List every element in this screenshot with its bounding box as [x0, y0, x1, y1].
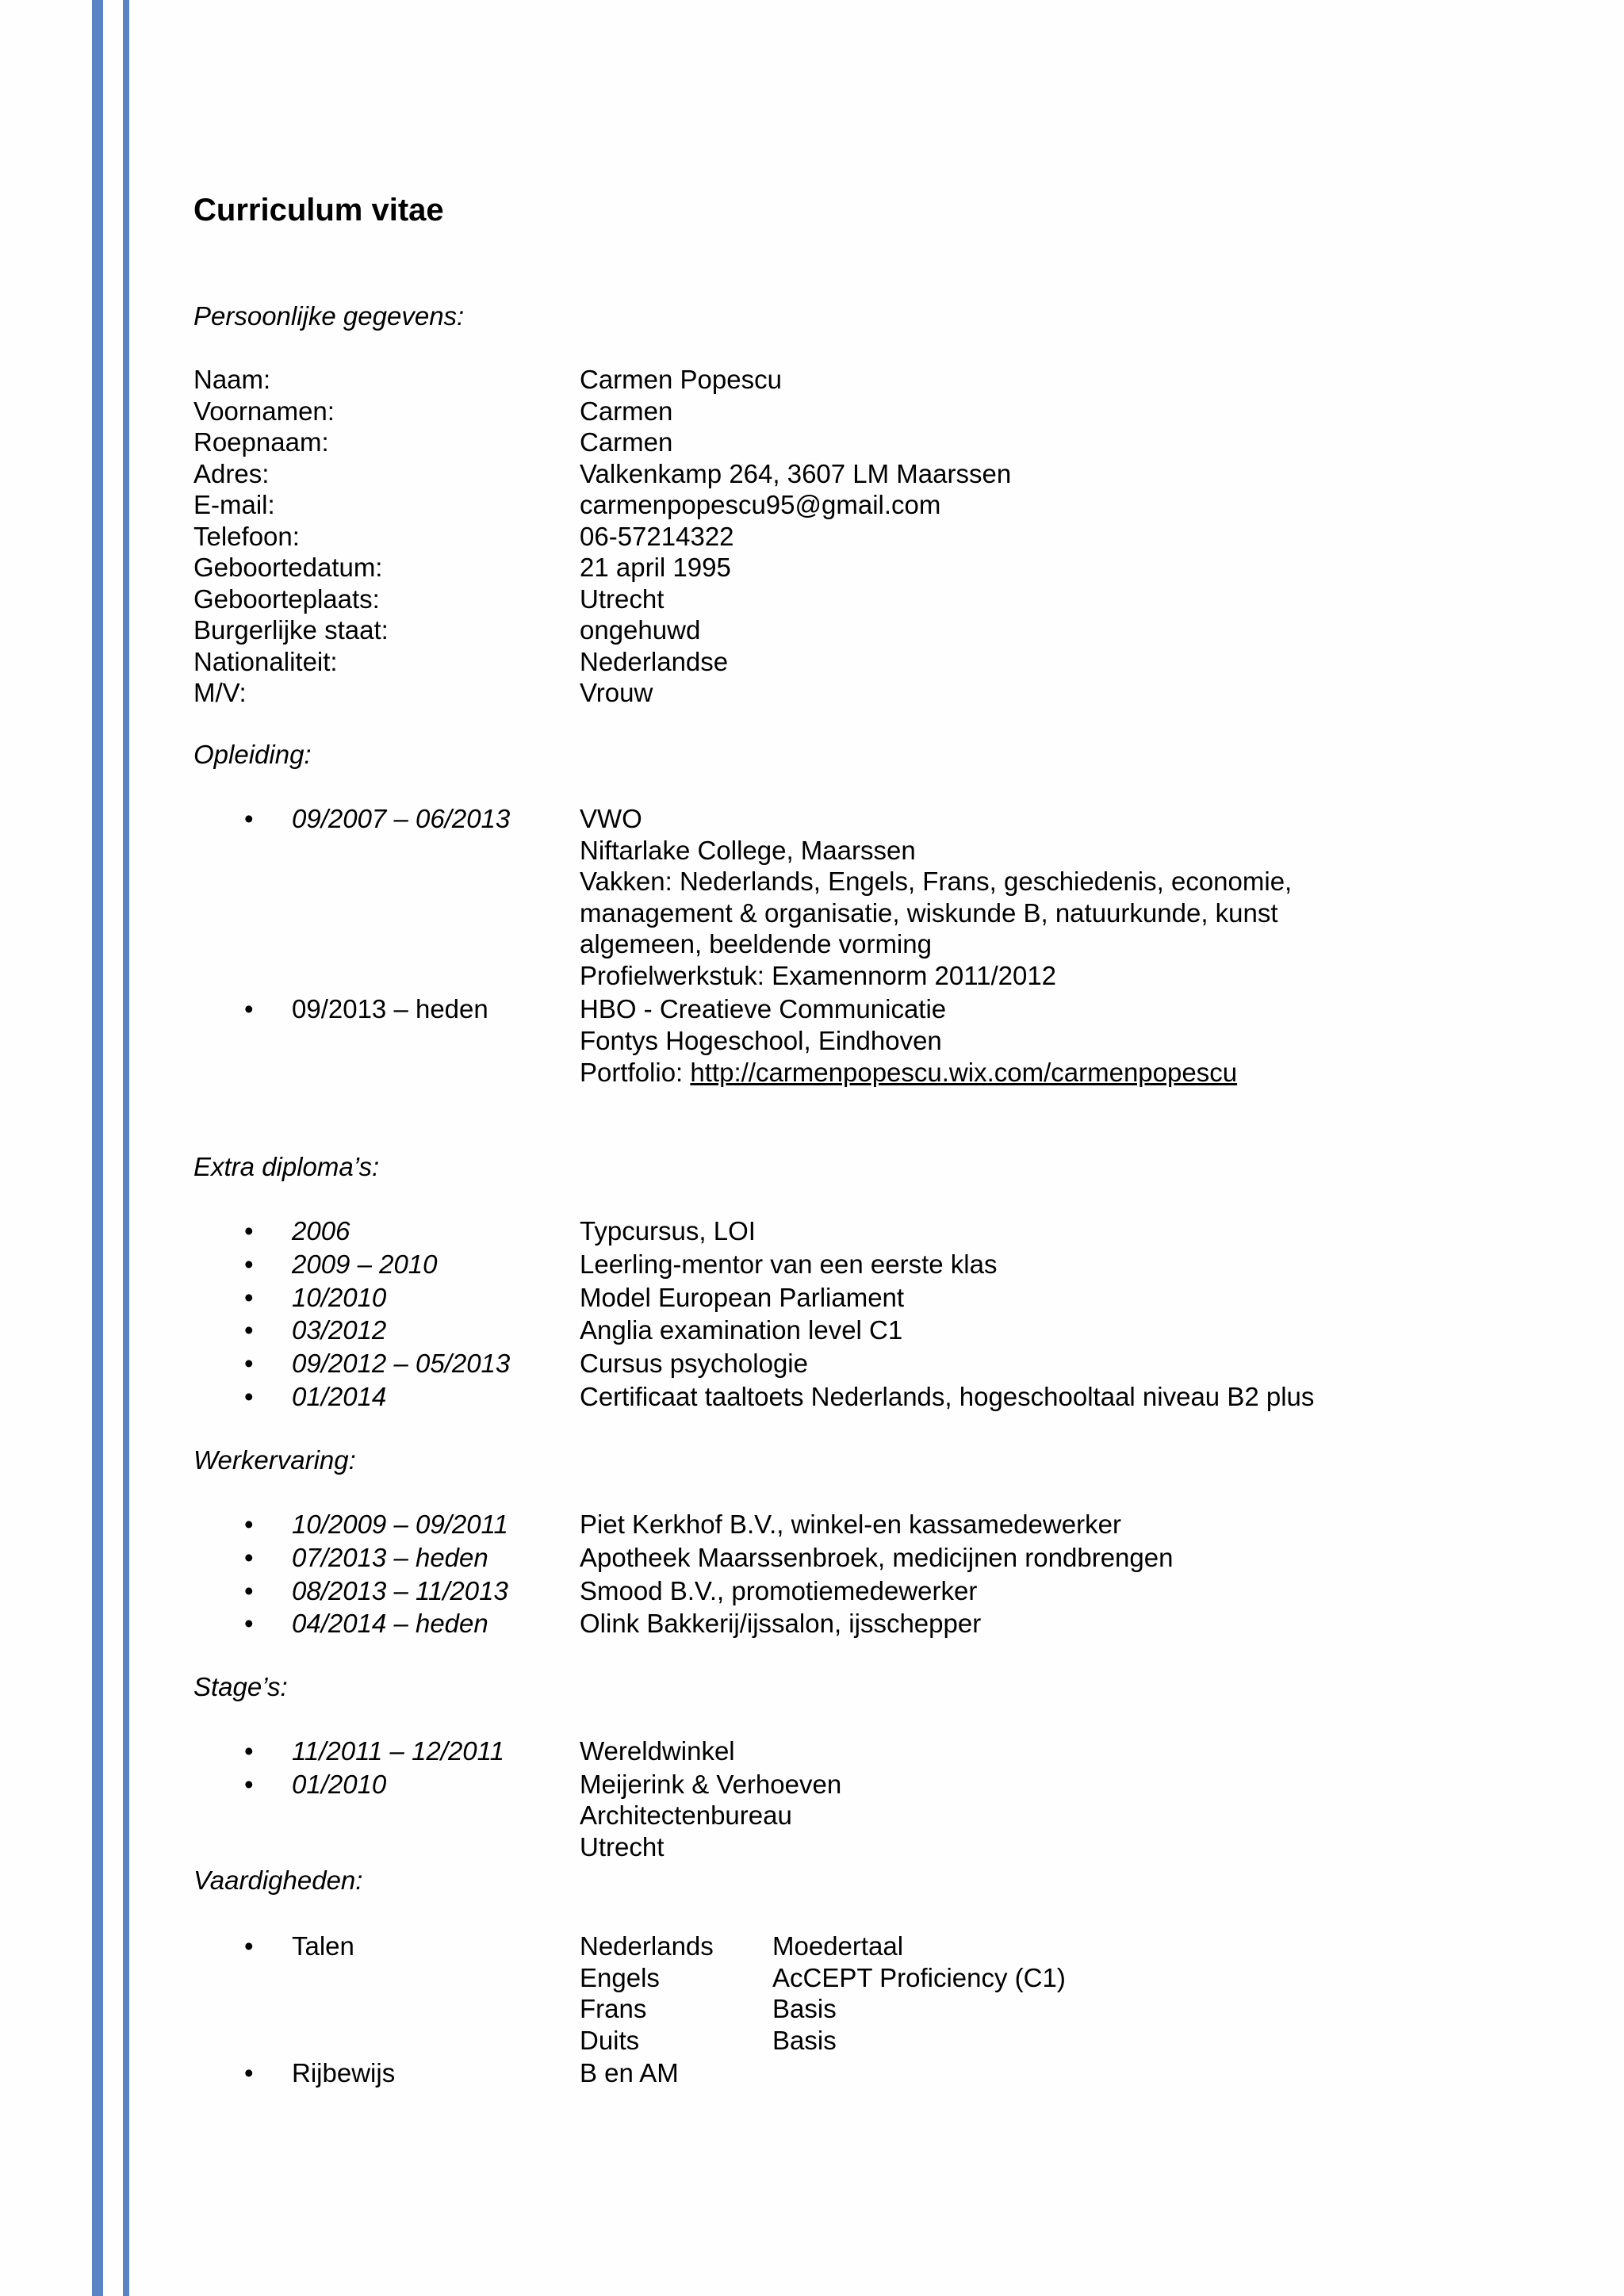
bullet: • — [244, 2058, 254, 2087]
field-value: Utrecht — [580, 584, 665, 614]
work-date: 10/2009 – 09/2011 — [292, 1510, 508, 1539]
work-text: Piet Kerkhof B.V., winkel-en kassamedewerker — [580, 1510, 1121, 1539]
field-value: 21 april 1995 — [580, 553, 731, 582]
section-heading-skills: Vaardigheden: — [193, 1866, 363, 1895]
education-date: 09/2013 – heden — [292, 994, 488, 1024]
language-level: Moedertaal — [772, 1931, 904, 1961]
field-label: Voornamen: — [193, 396, 335, 426]
bullet: • — [244, 994, 254, 1024]
work-date: 08/2013 – 11/2013 — [292, 1575, 508, 1605]
left-border-bar-wide — [92, 0, 103, 2296]
internship-text: Utrecht — [580, 1831, 665, 1862]
bullet: • — [244, 1315, 254, 1345]
field-label: Telefoon: — [193, 521, 300, 551]
education-date: 09/2007 – 06/2013 — [292, 804, 511, 833]
bullet: • — [244, 1769, 254, 1799]
bullet: • — [244, 1282, 254, 1312]
portfolio-link[interactable]: http://carmenpopescu.wix.com/carmenpopescu — [690, 1058, 1238, 1087]
diploma-text: Leerling-mentor van een eerste klas — [580, 1249, 998, 1279]
internship-text: Wereldwinkel — [580, 1736, 735, 1766]
bullet: • — [244, 1931, 254, 1961]
portfolio-line — [580, 1057, 1237, 1089]
field-value: ongehuwd — [580, 615, 701, 645]
education-text: Vakken: Nederlands, Engels, Frans, geschiedenis, economie, — [580, 867, 1293, 896]
bullet: • — [244, 1510, 254, 1539]
internship-date: 01/2010 — [292, 1769, 387, 1799]
field-label: Adres: — [193, 458, 270, 488]
field-label: Geboortedatum: — [193, 553, 383, 582]
bullet: • — [244, 1542, 254, 1572]
work-text: Apotheek Maarssenbroek, medicijnen rondbrengen — [580, 1542, 1174, 1572]
diploma-text: Typcursus, LOI — [580, 1216, 756, 1246]
field-label: M/V: — [193, 678, 247, 707]
language-name: Duits — [580, 2025, 640, 2055]
diploma-date: 09/2012 – 05/2013 — [292, 1349, 511, 1379]
diploma-date: 2006 — [292, 1216, 350, 1246]
education-text: Fontys Hogeschool, Eindhoven — [580, 1025, 942, 1055]
bullet: • — [244, 1249, 254, 1279]
bullet: • — [244, 1216, 254, 1246]
field-value: 06-57214322 — [580, 521, 734, 551]
left-border-bar-thin — [123, 0, 129, 2296]
field-label: Naam: — [193, 365, 271, 394]
diploma-text: Cursus psychologie — [580, 1349, 808, 1379]
field-value: Nederlandse — [580, 646, 729, 676]
field-value: carmenpopescu95@gmail.com — [580, 490, 941, 519]
skill-label: Rijbewijs — [292, 2058, 396, 2087]
language-level: Basis — [772, 2025, 837, 2055]
bullet: • — [244, 1575, 254, 1605]
portfolio-label: Portfolio: — [580, 1058, 691, 1087]
field-value: Carmen — [580, 396, 673, 426]
work-date: 07/2013 – heden — [292, 1542, 488, 1572]
diploma-text: Anglia examination level C1 — [580, 1315, 903, 1345]
section-heading-personal: Persoonlijke gegevens: — [193, 301, 465, 331]
language-level: Basis — [772, 1994, 837, 2023]
bullet: • — [244, 1349, 254, 1379]
education-text: algemeen, beeldende vorming — [580, 929, 932, 959]
education-text: management & organisatie, wiskunde B, natuurkunde, kunst — [580, 897, 1278, 928]
education-text: Profielwerkstuk: Examennorm 2011/2012 — [580, 960, 1057, 990]
section-heading-diplomas: Extra diploma’s: — [193, 1152, 380, 1181]
education-text: HBO - Creatieve Communicatie — [580, 994, 947, 1024]
diploma-date: 01/2014 — [292, 1382, 387, 1411]
internship-date: 11/2011 – 12/2011 — [292, 1736, 504, 1766]
section-heading-education: Opleiding: — [193, 740, 312, 769]
license-value: B en AM — [580, 2058, 679, 2087]
work-text: Olink Bakkerij/ijssalon, ijsschepper — [580, 1609, 982, 1639]
diploma-text: Certificaat taaltoets Nederlands, hogeschooltaal niveau B2 plus — [580, 1382, 1315, 1411]
education-text: VWO — [580, 804, 642, 833]
diploma-date: 03/2012 — [292, 1315, 387, 1345]
skill-label: Talen — [292, 1931, 354, 1961]
field-label: E-mail: — [193, 490, 275, 519]
bullet: • — [244, 1609, 254, 1639]
education-text: Niftarlake College, Maarssen — [580, 835, 916, 865]
field-value: Valkenkamp 264, 3607 LM Maarssen — [580, 458, 1012, 488]
bullet: • — [244, 804, 254, 833]
language-level: AcCEPT Proficiency (C1) — [772, 1962, 1066, 1992]
field-value: Carmen Popescu — [580, 365, 782, 394]
work-text: Smood B.V., promotiemedewerker — [580, 1575, 978, 1605]
diploma-date: 10/2010 — [292, 1282, 387, 1312]
field-label: Roepnaam: — [193, 427, 329, 457]
diploma-date: 2009 – 2010 — [292, 1249, 438, 1279]
bullet: • — [244, 1382, 254, 1411]
language-name: Frans — [580, 1994, 647, 2023]
diploma-text: Model European Parliament — [580, 1282, 905, 1312]
internship-text: Meijerink & Verhoeven — [580, 1769, 842, 1799]
section-heading-internships: Stage’s: — [193, 1672, 288, 1701]
page-title: Curriculum vitae — [193, 193, 444, 228]
language-name: Nederlands — [580, 1931, 714, 1961]
internship-text: Architectenbureau — [580, 1800, 792, 1831]
work-date: 04/2014 – heden — [292, 1609, 488, 1639]
section-heading-work: Werkervaring: — [193, 1445, 356, 1475]
field-label: Geboorteplaats: — [193, 584, 380, 614]
field-value: Carmen — [580, 427, 673, 457]
language-name: Engels — [580, 1962, 660, 1992]
field-value: Vrouw — [580, 678, 653, 707]
bullet: • — [244, 1736, 254, 1766]
field-label: Burgerlijke staat: — [193, 615, 389, 645]
field-label: Nationaliteit: — [193, 646, 338, 676]
